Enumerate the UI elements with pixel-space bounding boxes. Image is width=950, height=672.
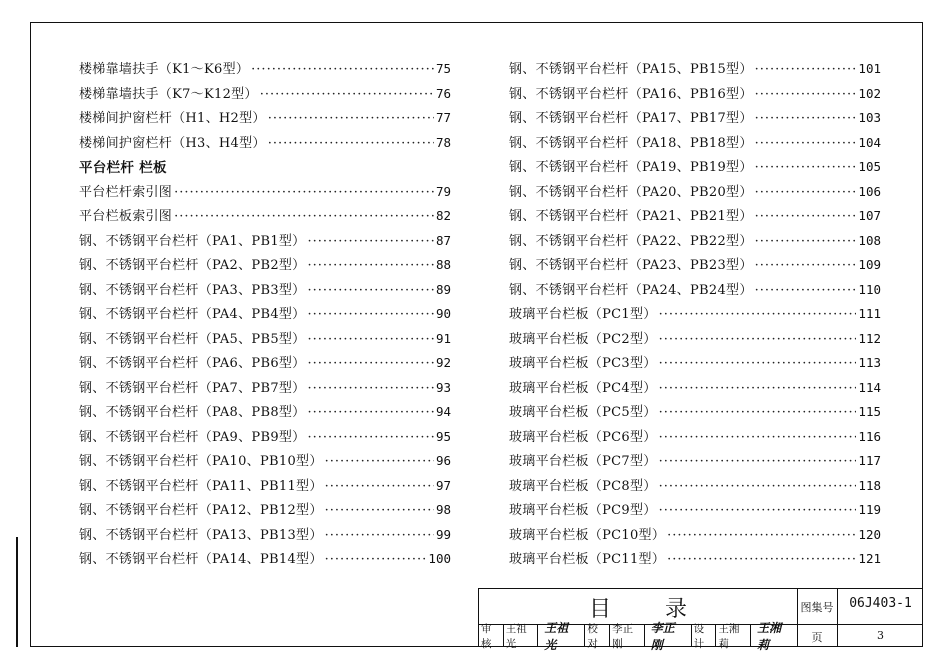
signature-row [479, 621, 797, 652]
toc-entry [79, 524, 451, 549]
toc-entry [509, 230, 881, 255]
toc-entry-page: 102 [858, 85, 881, 101]
toc-entry [79, 377, 451, 402]
toc-leader-dots [659, 479, 857, 494]
toc-entry-page: 75 [435, 61, 451, 76]
toc-entry-title: 玻璃平台栏板（PC1型） [509, 307, 657, 322]
toc-entry-page: 105 [858, 159, 881, 174]
toc-leader-dots [325, 454, 434, 469]
design-label: 设计 [692, 625, 717, 647]
toc-entry-title: 钢、不锈钢平台栏杆（PA1、PB1型） [79, 233, 306, 249]
toc-leader-dots [268, 111, 434, 126]
page-number: 3 [877, 629, 884, 642]
toc-entry-title: 钢、不锈钢平台栏杆（PA14、PB14型） [79, 552, 323, 567]
checker-name: 李正刚 [610, 625, 645, 647]
toc-entry-page: 98 [435, 502, 451, 517]
toc-entry-page: 96 [435, 453, 451, 468]
toc-leader-dots [307, 283, 433, 298]
toc-entry [509, 524, 881, 549]
toc-entry-page: 110 [858, 281, 881, 297]
toc-leader-dots [659, 430, 857, 445]
toc-entry-page: 91 [435, 330, 451, 346]
toc-entry-title: 钢、不锈钢平台栏杆（PA17、PB17型） [509, 111, 753, 126]
toc-leader-dots [659, 381, 857, 396]
toc-leader-dots [174, 185, 434, 200]
check-label: 校对 [585, 625, 610, 647]
toc-entry-title: 钢、不锈钢平台栏杆（PA20、PB20型） [509, 184, 753, 200]
toc-entry-page: 117 [858, 453, 881, 468]
toc-entry-title: 楼梯靠墙扶手（K1～K6型） [79, 62, 250, 77]
toc-entry-title: 平台栏杆索引图 [79, 184, 173, 200]
toc-entry-page: 111 [858, 306, 881, 321]
toc-leader-dots [659, 356, 857, 371]
toc-leader-dots [325, 479, 434, 494]
reviewer-name: 王祖光 [504, 625, 539, 647]
toc-leader-dots [755, 160, 857, 175]
toc-entry [509, 475, 881, 500]
toc-entry-title: 钢、不锈钢平台栏杆（PA3、PB3型） [79, 282, 306, 298]
toc-entry [509, 156, 881, 181]
toc-entry-title: 玻璃平台栏板（PC10型） [509, 527, 666, 543]
toc-entry-page: 92 [435, 355, 451, 370]
toc-entry [79, 450, 451, 475]
toc-entry [509, 352, 881, 377]
toc-entry-title: 钢、不锈钢平台栏杆（PA9、PB9型） [79, 429, 306, 445]
toc-entry-page: 100 [428, 551, 451, 566]
toc-leader-dots [659, 307, 857, 322]
reviewer-signature: 王祖光 [538, 625, 585, 647]
toc-column-left [79, 58, 451, 573]
toc-entry-page: 88 [435, 257, 451, 272]
toc-entry-title: 钢、不锈钢平台栏杆（PA16、PB16型） [509, 86, 753, 102]
toc-entry-page: 121 [858, 551, 881, 566]
toc-entry [509, 499, 881, 524]
toc-entry [509, 254, 881, 279]
toc-leader-dots [755, 283, 857, 298]
toc-entry-title: 钢、不锈钢平台栏杆（PA21、PB21型） [509, 209, 753, 224]
toc-entry-page: 114 [858, 379, 881, 395]
designer-signature: 王湘莉 [757, 621, 782, 652]
toc-entry [79, 205, 451, 230]
toc-entry-title: 钢、不锈钢平台栏杆（PA15、PB15型） [509, 62, 753, 77]
toc-entry [509, 401, 881, 426]
toc-leader-dots [307, 307, 433, 322]
toc-entry-title: 钢、不锈钢平台栏杆（PA19、PB19型） [509, 160, 753, 175]
toc-entry-title: 钢、不锈钢平台栏杆（PA7、PB7型） [79, 380, 306, 396]
toc-leader-dots [755, 209, 857, 224]
toc-entry-page: 115 [858, 404, 881, 419]
toc-entry [79, 352, 451, 377]
toc-entry-title: 玻璃平台栏板（PC6型） [509, 429, 657, 445]
toc-leader-dots [755, 62, 857, 77]
toc-leader-dots [307, 430, 433, 445]
toc-entry [79, 426, 451, 451]
title-block [478, 588, 923, 652]
toc-entry [509, 426, 881, 451]
toc-entry [79, 132, 451, 157]
toc-entry [509, 450, 881, 475]
toc-leader-dots [755, 136, 857, 151]
toc-entry [509, 181, 881, 206]
toc-leader-dots [659, 332, 857, 347]
toc-entry-page: 119 [858, 502, 881, 517]
review-label: 审核 [479, 625, 504, 647]
toc-entry [79, 83, 451, 108]
toc-entry [509, 328, 881, 353]
toc-entry-page: 76 [435, 85, 451, 101]
toc-entry-title: 楼梯间护窗栏杆（H3、H4型） [79, 135, 266, 151]
toc-entry-page: 113 [858, 355, 881, 370]
toc-section-heading [79, 156, 451, 181]
toc-entry-page: 118 [858, 477, 881, 493]
toc-entry-title: 钢、不锈钢平台栏杆（PA24、PB24型） [509, 282, 753, 298]
toc-entry-title: 玻璃平台栏板（PC11型） [509, 552, 666, 567]
toc-leader-dots [307, 381, 433, 396]
toc-entry-page: 108 [858, 232, 881, 248]
toc-column-right [509, 58, 881, 573]
toc-entry [79, 475, 451, 500]
toc-entry-title: 玻璃平台栏板（PC3型） [509, 356, 657, 371]
toc-entry-title: 平台栏杆 栏板 [79, 160, 167, 176]
atlas-number-label: 图集号 [800, 601, 834, 614]
toc-leader-dots [325, 552, 427, 567]
toc-entry [79, 303, 451, 328]
toc-entry-title: 玻璃平台栏板（PC5型） [509, 405, 657, 420]
toc-entry-title: 玻璃平台栏板（PC7型） [509, 454, 657, 469]
atlas-number: 06J403-1 [849, 596, 912, 611]
toc-leader-dots [755, 234, 857, 249]
toc-entry-page: 109 [858, 257, 881, 272]
toc-entry [79, 230, 451, 255]
toc-entry [509, 205, 881, 230]
toc-entry-page: 78 [435, 134, 451, 150]
toc-leader-dots [659, 503, 857, 518]
toc-entry [79, 328, 451, 353]
toc-leader-dots [659, 405, 857, 420]
toc-entry-title: 钢、不锈钢平台栏杆（PA11、PB11型） [79, 478, 323, 494]
toc-entry-title: 钢、不锈钢平台栏杆（PA4、PB4型） [79, 307, 306, 322]
toc-entry-page: 116 [858, 428, 881, 444]
toc-entry-title: 钢、不锈钢平台栏杆（PA18、PB18型） [509, 135, 753, 151]
toc-entry [79, 107, 451, 132]
toc-entry-title: 钢、不锈钢平台栏杆（PA6、PB6型） [79, 356, 306, 371]
toc-leader-dots [667, 552, 856, 567]
toc-entry-page: 104 [858, 134, 881, 150]
toc-entry-page: 94 [435, 404, 451, 419]
toc-leader-dots [307, 405, 433, 420]
toc-leader-dots [307, 258, 433, 273]
toc-leader-dots [755, 185, 857, 200]
toc-entry [509, 279, 881, 304]
toc-entry-title: 玻璃平台栏板（PC9型） [509, 503, 657, 518]
title-block-title: 目录 [588, 597, 741, 622]
toc-entry-page: 77 [435, 110, 451, 125]
toc-entry-page: 93 [435, 379, 451, 395]
toc-leader-dots [755, 258, 857, 273]
toc-leader-dots [307, 234, 433, 249]
toc-entry-title: 平台栏板索引图 [79, 209, 173, 224]
toc-entry-page: 89 [435, 281, 451, 297]
toc-entry [509, 132, 881, 157]
toc-entry [509, 377, 881, 402]
toc-entry-page: 107 [858, 208, 881, 223]
toc-leader-dots [251, 62, 434, 77]
binding-margin-line [16, 537, 18, 647]
toc-entry-page: 120 [858, 526, 881, 542]
toc-entry-page: 99 [435, 526, 451, 542]
toc-entry-page: 87 [435, 232, 451, 248]
toc-entry-title: 钢、不锈钢平台栏杆（PA2、PB2型） [79, 258, 306, 273]
toc-entry-title: 楼梯靠墙扶手（K7～K12型） [79, 86, 258, 102]
toc-entry [79, 58, 451, 83]
toc-entry [509, 83, 881, 108]
toc-leader-dots [659, 454, 857, 469]
toc-entry [79, 279, 451, 304]
toc-leader-dots [174, 209, 434, 224]
toc-entry-page: 79 [435, 183, 451, 199]
toc-leader-dots [260, 87, 434, 102]
toc-entry-title: 钢、不锈钢平台栏杆（PA8、PB8型） [79, 405, 306, 420]
toc-leader-dots [755, 87, 857, 102]
toc-leader-dots [667, 528, 856, 543]
toc-entry-page: 82 [435, 208, 451, 223]
toc-entry [79, 548, 451, 573]
toc-entry-title: 玻璃平台栏板（PC4型） [509, 380, 657, 396]
toc-entry-page: 103 [858, 110, 881, 125]
toc-entry-page: 112 [858, 330, 881, 346]
toc-entry [509, 548, 881, 573]
toc-leader-dots [325, 528, 434, 543]
toc-entry [79, 254, 451, 279]
toc-entry [509, 58, 881, 83]
toc-entry-title: 玻璃平台栏板（PC2型） [509, 331, 657, 347]
toc-entry [79, 499, 451, 524]
toc-entry-page: 97 [435, 477, 451, 493]
toc-entry-title: 钢、不锈钢平台栏杆（PA13、PB13型） [79, 527, 323, 543]
toc-entry-title: 钢、不锈钢平台栏杆（PA22、PB22型） [509, 233, 753, 249]
toc-leader-dots [307, 332, 433, 347]
toc-entry-title: 钢、不锈钢平台栏杆（PA5、PB5型） [79, 331, 306, 347]
checker-signature: 李正刚 [645, 625, 692, 647]
toc-entry [79, 401, 451, 426]
toc-entry-title: 楼梯间护窗栏杆（H1、H2型） [79, 111, 266, 126]
toc-entry-page: 101 [858, 61, 881, 76]
toc-entry-title: 玻璃平台栏板（PC8型） [509, 478, 657, 494]
toc-leader-dots [755, 111, 857, 126]
toc-entry [79, 181, 451, 206]
toc-entry-title: 钢、不锈钢平台栏杆（PA23、PB23型） [509, 258, 753, 273]
toc-leader-dots [325, 503, 434, 518]
toc-entry-title: 钢、不锈钢平台栏杆（PA12、PB12型） [79, 503, 323, 518]
toc-entry-page: 106 [858, 183, 881, 199]
toc-entry-page: 95 [435, 428, 451, 444]
toc-entry [509, 107, 881, 132]
toc-entry-page: 90 [435, 306, 451, 321]
toc-entry [509, 303, 881, 328]
toc-entry-title: 钢、不锈钢平台栏杆（PA10、PB10型） [79, 454, 323, 469]
designer-name: 王湘莉 [716, 625, 751, 647]
page-label: 页 [811, 631, 823, 644]
toc-leader-dots [307, 356, 433, 371]
toc-leader-dots [268, 136, 434, 151]
